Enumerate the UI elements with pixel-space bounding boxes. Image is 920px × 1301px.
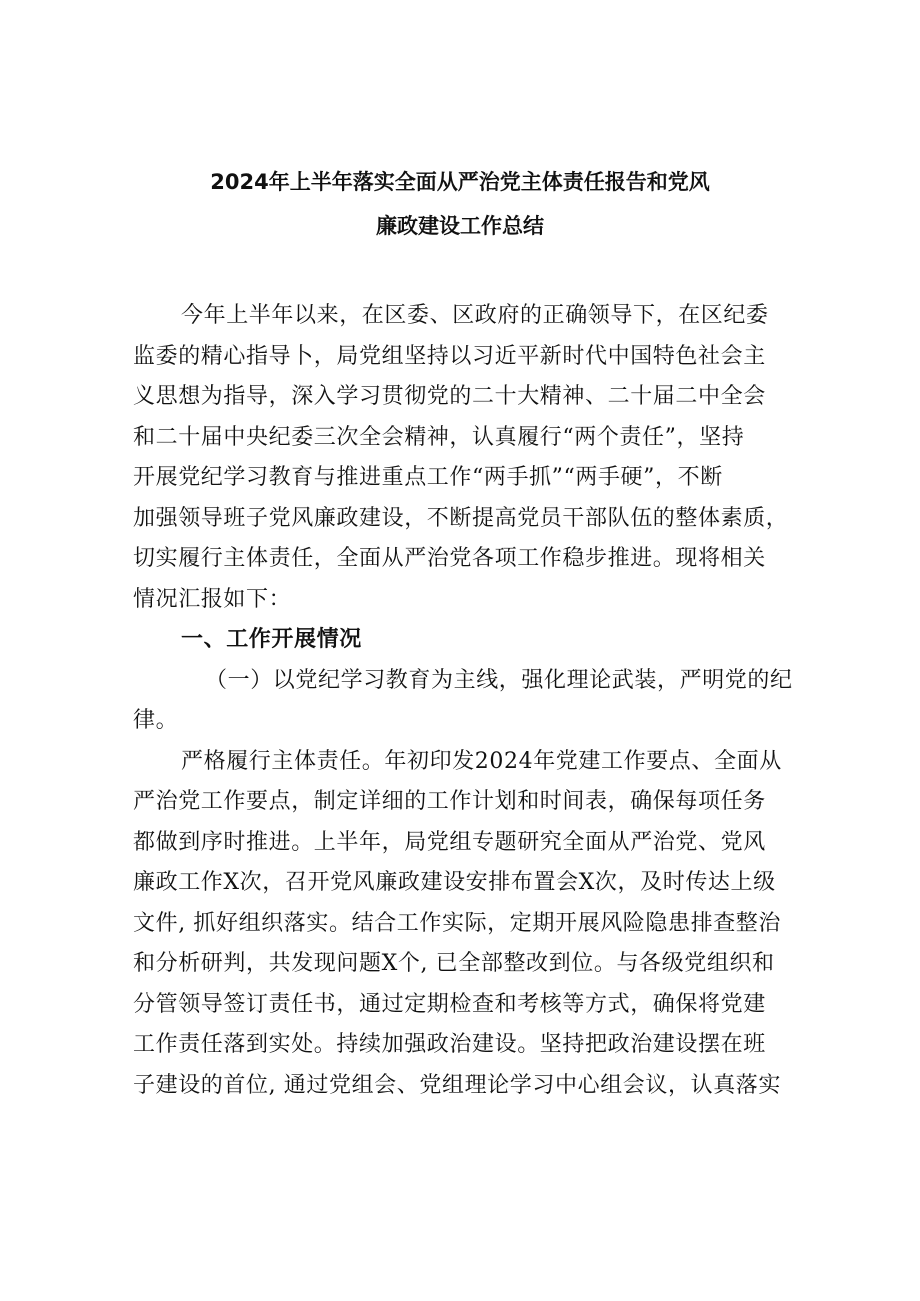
body-paragraph-line: 严治党工作要点，制定详细的工作计划和时间表，确保每项任务 [133, 789, 766, 814]
title-line-2: 廉政建设工作总结 [376, 214, 544, 238]
intro-paragraph-line: 开展党纪学习教育与推进重点工作“两手抓”“两手硬”，不断 [133, 465, 723, 490]
document-body [133, 296, 793, 1106]
body-paragraph-line: 文件, 抓好组织落实。结合工作实际，定期开展风险隐患排查整治 [133, 910, 781, 936]
body-paragraph-line: 子建设的首位, 通过党组会、党组理论学习中心组会议，认真落实 [133, 1072, 781, 1098]
body-paragraph-line: 都做到序时推进。上半年，局党组专题研究全面从严治党、党风 [133, 829, 766, 855]
intro-paragraph-line: 和二十届中央纪委三次全会精神，认真履行“两个责任”，坚持 [133, 424, 745, 450]
body-paragraph-line: 廉政工作X次，召开党风廉政建设安排布置会X次，及时传达上级 [133, 870, 776, 895]
body-paragraph-line: 和分析研判，共发现问题X个, 已全部整改到位。与各级党组织和 [133, 951, 775, 976]
intro-paragraph-line: 切实履行主体责任，全面从严治党各项工作稳步推进。现将相关 [133, 546, 766, 571]
intro-paragraph-line: 今年上半年以来，在区委、区政府的正确领导下，在区纪委 [181, 303, 769, 328]
document-title [0, 160, 920, 248]
intro-paragraph-line: 监委的精心指导卜，局党组坚持以习近平新时代中国特色社会主 [133, 343, 766, 369]
subsection-heading-line: 律。 [133, 708, 179, 733]
body-paragraph-line: 严格履行主体责任。年初印发2024年党建工作要点、全面从 [181, 748, 782, 774]
body-paragraph-line: 分管领导签订责任书，通过定期检查和考核等方式，确保将党建 [133, 991, 766, 1017]
body-paragraph-line: 工作责任落到实处。持续加强政治建设。坚持把政治建设摆在班 [133, 1032, 766, 1057]
section-heading: 一、工作开展情况 [181, 627, 362, 652]
title-line-1: 2024年上半年落实全面从严治党主体责任报告和党风 [210, 170, 710, 194]
intro-paragraph-line: 加强领导班子党风廉政建设，不断提高党员干部队伍的整体素质， [133, 505, 789, 531]
subsection-heading-line: （一）以党纪学习教育为主线，强化理论武装，严明党的纪 [205, 667, 793, 693]
intro-paragraph-line: 情况汇报如下： [133, 586, 292, 612]
intro-paragraph-line: 义思想为指导，深入学习贯彻党的二十大精神、二十届二中全会 [133, 384, 766, 409]
